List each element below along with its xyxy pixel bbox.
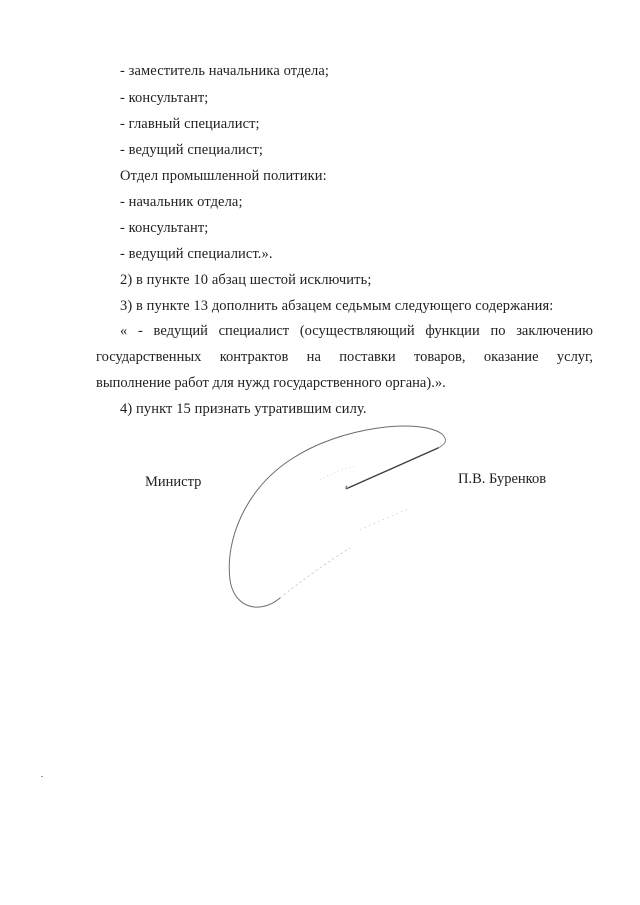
scan-speck: [41, 776, 43, 777]
list-line-leading-specialist-2: - ведущий специалист.».: [120, 246, 273, 262]
quote-line-2: государственных контрактов на поставки товаров, оказание услуг,: [96, 349, 593, 365]
signatory-title: Министр: [145, 474, 202, 490]
list-line-deputy-head: - заместитель начальника отдела;: [120, 63, 330, 79]
list-line-consultant: - консультант;: [120, 90, 209, 106]
signatory-name: П.В. Буренков: [458, 471, 547, 487]
quote-line-1: « - ведущий специалист (осуществляющий функции по заключению: [120, 323, 593, 339]
list-line-department-head: - начальник отдела;: [120, 194, 243, 210]
department-heading: Отдел промышленной политики:: [120, 168, 327, 184]
list-line-chief-specialist: - главный специалист;: [120, 116, 260, 132]
quote-line-3: выполнение работ для нужд государственного органа).».: [96, 375, 446, 391]
list-line-leading-specialist: - ведущий специалист;: [120, 142, 264, 158]
item-4-text: 4) пункт 15 признать утратившим силу.: [120, 401, 367, 417]
item-2-text: 2) в пункте 10 абзац шестой исключить;: [120, 272, 372, 288]
handwritten-signature: [220, 420, 460, 620]
list-line-consultant-2: - консультант;: [120, 220, 209, 236]
item-3-text: 3) в пункте 13 дополнить абзацем седьмым следующего содержания:: [120, 298, 554, 314]
